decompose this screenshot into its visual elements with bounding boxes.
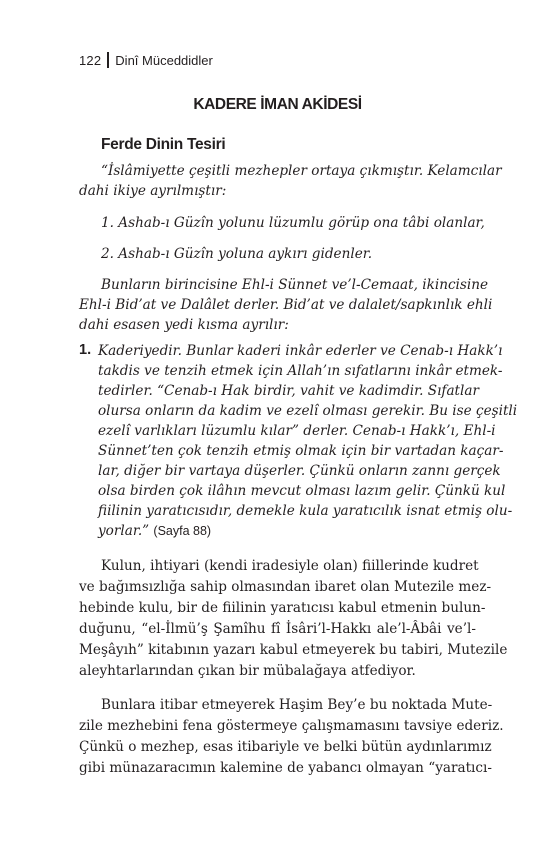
page-number: 122 — [79, 52, 102, 68]
list-item: 2. Ashab-ı Güzîn yoluna aykırı gidenler. — [101, 246, 373, 262]
quote-line: tedirler. “Cenab-ı Hak birdir, vahit ve kadimdir. Sıfatlar — [98, 383, 479, 399]
quote-line: Kaderiyedir. Bunlar kaderi inkâr ederler ve Cenab-ı Hakk’ı — [98, 343, 503, 359]
running-title: Dinî Müceddidler — [115, 52, 213, 68]
quote-line: olsa birden çok ilâhın mevcut olması lazım gelir. Çünkü kul — [98, 483, 506, 499]
paragraph-line: Kulun, ihtiyari (kendi iradesiyle olan) fiillerinde kudret — [101, 558, 479, 574]
list-item: 1. Ashab-ı Güzîn yolunu lüzumlu görüp ona tâbi olanlar, — [101, 215, 485, 231]
paragraph-line: hebinde kulu, bir de fiilinin yaratıcısı kabul etmenin bulun- — [79, 600, 486, 616]
paragraph-line: aleyhtarlarından çıkan bir mübalağaya atfediyor. — [79, 663, 416, 679]
quote-line: lar, diğer bir vartaya düşerler. Çünkü onların zannı gerçek — [98, 463, 501, 479]
section-title: KADERE İMAN AKİDESİ — [193, 96, 362, 113]
paragraph-line: duğunu, “el-İlmü’ş Şamîhu fî İsâri’l-Hakkı ale’l-Âbâi ve’l- — [79, 621, 476, 637]
paragraph-line: gibi münazaracımın kalemine de yabancı olmayan “yaratıcı- — [79, 760, 492, 776]
paragraph-line: Bunlara itibar etmeyerek Haşim Bey’e bu noktada Mute- — [101, 697, 493, 713]
paragraph-line: Meşâyıh” kitabının yazarı kabul etmeyerek bu tabiri, Mutezile — [79, 642, 508, 658]
quote-line — [98, 522, 211, 540]
running-header — [79, 52, 213, 68]
quote-line: Sünnet’ten çok tenzih etmiş olmak için bir vartadan kaçar- — [98, 443, 504, 459]
paragraph-line: Ehl-i Bid’at ve Dalâlet derler. Bid’at ve dalalet/sapkınlık ehli — [79, 297, 493, 313]
quote-line: fiilinin yaratıcısıdır, demekle kula yaratıcılık isnat etmiş olu- — [98, 503, 513, 519]
paragraph-line: Çünkü o mezhep, esas itibariyle ve belki bütün aydınlarımız — [79, 739, 492, 755]
quote-line: takdis ve tenzih etmek için Allah’ın sıfatlarını inkâr etmek- — [98, 363, 503, 379]
quote-last-line: yorlar.” — [98, 523, 150, 539]
source-reference: (Sayfa 88) — [153, 524, 212, 538]
quote-line: olursa onların da kadim ve ezelî olması gerekir. Bu ise çeşitli — [98, 403, 518, 419]
paragraph-line: dahi esasen yedi kısma ayrılır: — [79, 317, 289, 333]
paragraph-line: Bunların birincisine Ehl-i Sünnet ve’l-Cemaat, ikincisine — [101, 277, 489, 293]
paragraph-line: dahi ikiye ayrılmıştır: — [79, 183, 227, 199]
header-divider — [107, 52, 109, 68]
paragraph-line: “İslâmiyette çeşitli mezhepler ortaya çıkmıştır. Kelamcılar — [101, 163, 502, 179]
paragraph-line: zile mezhebini fena göstermeye çalışmamasını tavsiye ederiz. — [79, 718, 504, 734]
paragraph-line: ve bağımsızlığa sahip olmasından ibaret olan Mutezile mez- — [79, 579, 492, 595]
quote-line: ezelî varlıkları lüzumlu kılar” derler. Cenab-ı Hakk’ı, Ehl-i — [98, 423, 496, 439]
list-number: 1. — [79, 342, 92, 358]
subheading: Ferde Dinin Tesiri — [101, 136, 226, 153]
